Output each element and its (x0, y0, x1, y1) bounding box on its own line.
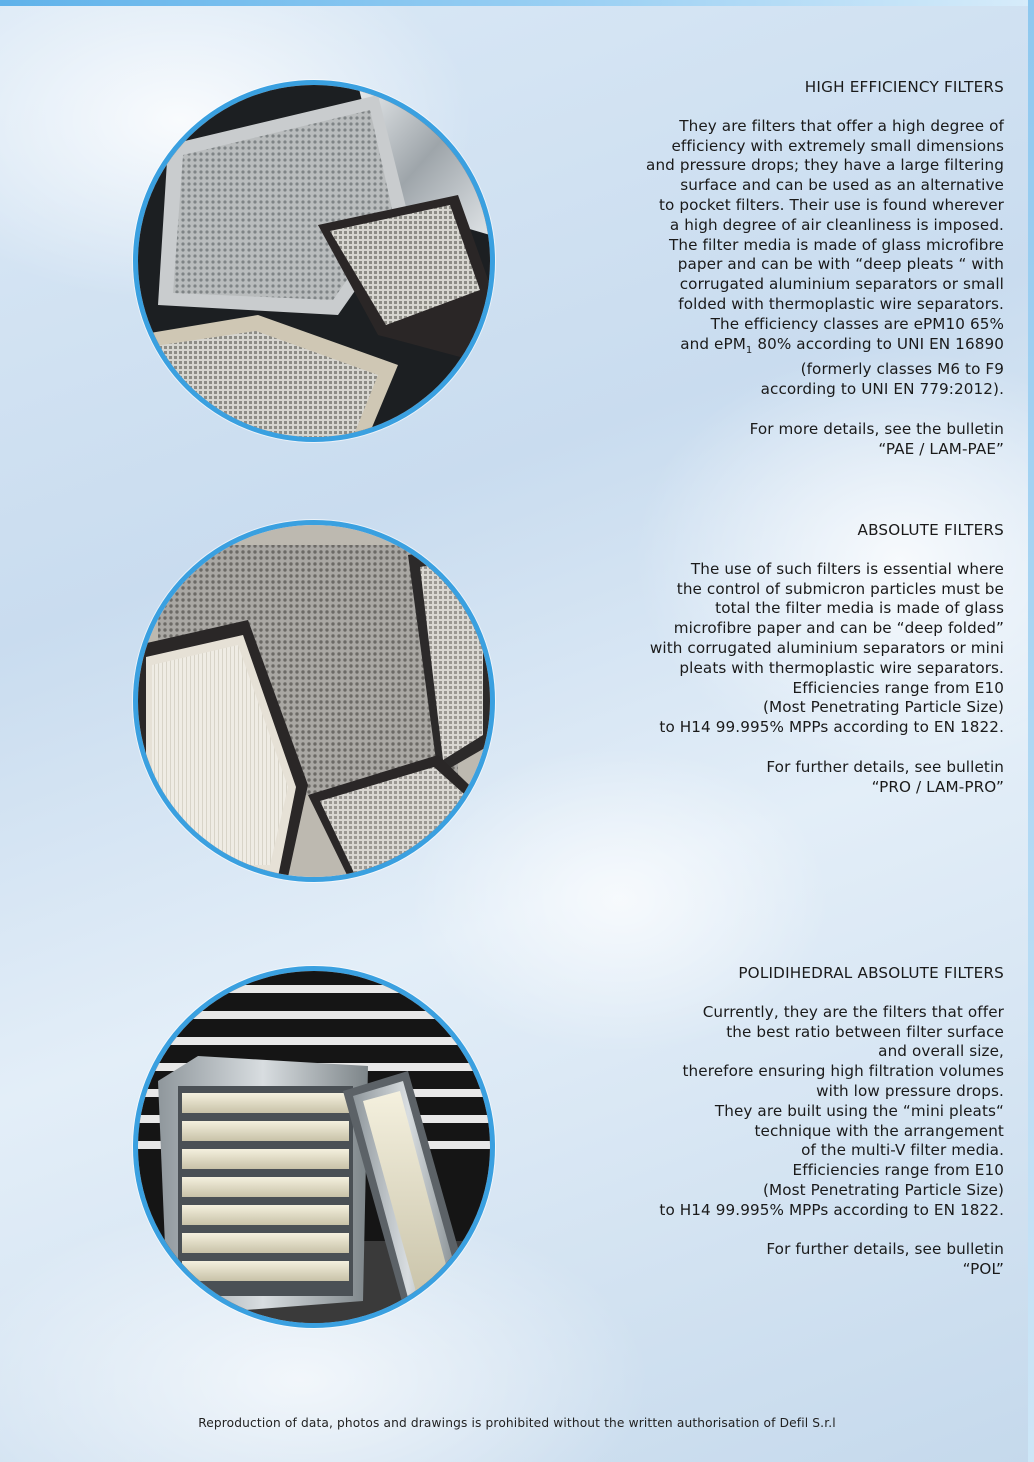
top-accent-border (0, 0, 1034, 6)
section-title: HIGH EFFICIENCY FILTERS (804, 78, 1004, 96)
high-efficiency-filters-section (544, 78, 1004, 459)
epm-suffix: 80% according to UNI EN 16890 (752, 334, 1004, 353)
absolute-filters-section (544, 521, 1004, 797)
bulletin-reference: For further details, see bulletin “PRO / LAM-PRO” (766, 757, 1004, 796)
high-efficiency-filters-photo (133, 80, 495, 442)
polidihedral-filters-photo (133, 966, 495, 1328)
section-body: They are filters that offer a high degree of efficiency with extremely small dimensions and pressure drops; they have a large filtering surface and can be used as an alternative to pocket filters. Their use is found wherever a high degree of air cleanliness is imposed. The filter media is made of glass microfibre paper and can be with “deep pleats “ with corrugated aluminium separators or small folded with thermoplastic wire separators. The efficiency classes are ePM10 65% (646, 116, 1004, 333)
section-title: POLIDIHEDRAL ABSOLUTE FILTERS (738, 964, 1004, 982)
section-body: The use of such filters is essential where the control of submicron particles must be total the filter media is made of glass microfibre paper and can be “deep folded” with corrugated aluminium separators or mini pleats with thermoplastic wire separators. Efficiencies range from E10 (Most Penetrating Particle Size) to H14 99.995% MPPs according to EN 1822. (649, 559, 1004, 737)
bulletin-reference: For further details, see bulletin “POL” (766, 1240, 1004, 1279)
copyright-footer: Reproduction of data, photos and drawings is prohibited without the written authorisation of Defil S.r.l (198, 1416, 836, 1430)
section-title: ABSOLUTE FILTERS (857, 521, 1004, 539)
epm-prefix: and ePM (680, 334, 746, 353)
section-body: Currently, they are the filters that offer the best ratio between filter surface and overall size, therefore ensuring high filtration volumes with low pressure drops. They are built using the “mini pleats“ technique with the arrangement of the multi-V filter media. Efficiencies range from E10 (Most Penetrating Particle Size) to H14 99.995% MPPs according to EN 1822. (659, 1002, 1004, 1219)
section-body-tail: (formerly classes M6 to F9 according to UNI EN 779:2012). (760, 360, 1004, 399)
epm-subscript: 1 (745, 344, 753, 356)
right-accent-border (1028, 0, 1034, 1462)
section-body-efficiency-line (544, 335, 1004, 361)
polidihedral-filters-section (544, 964, 1004, 1280)
absolute-filters-photo (133, 520, 495, 882)
bulletin-reference: For more details, see the bulletin “PAE / LAM-PAE” (749, 419, 1004, 458)
